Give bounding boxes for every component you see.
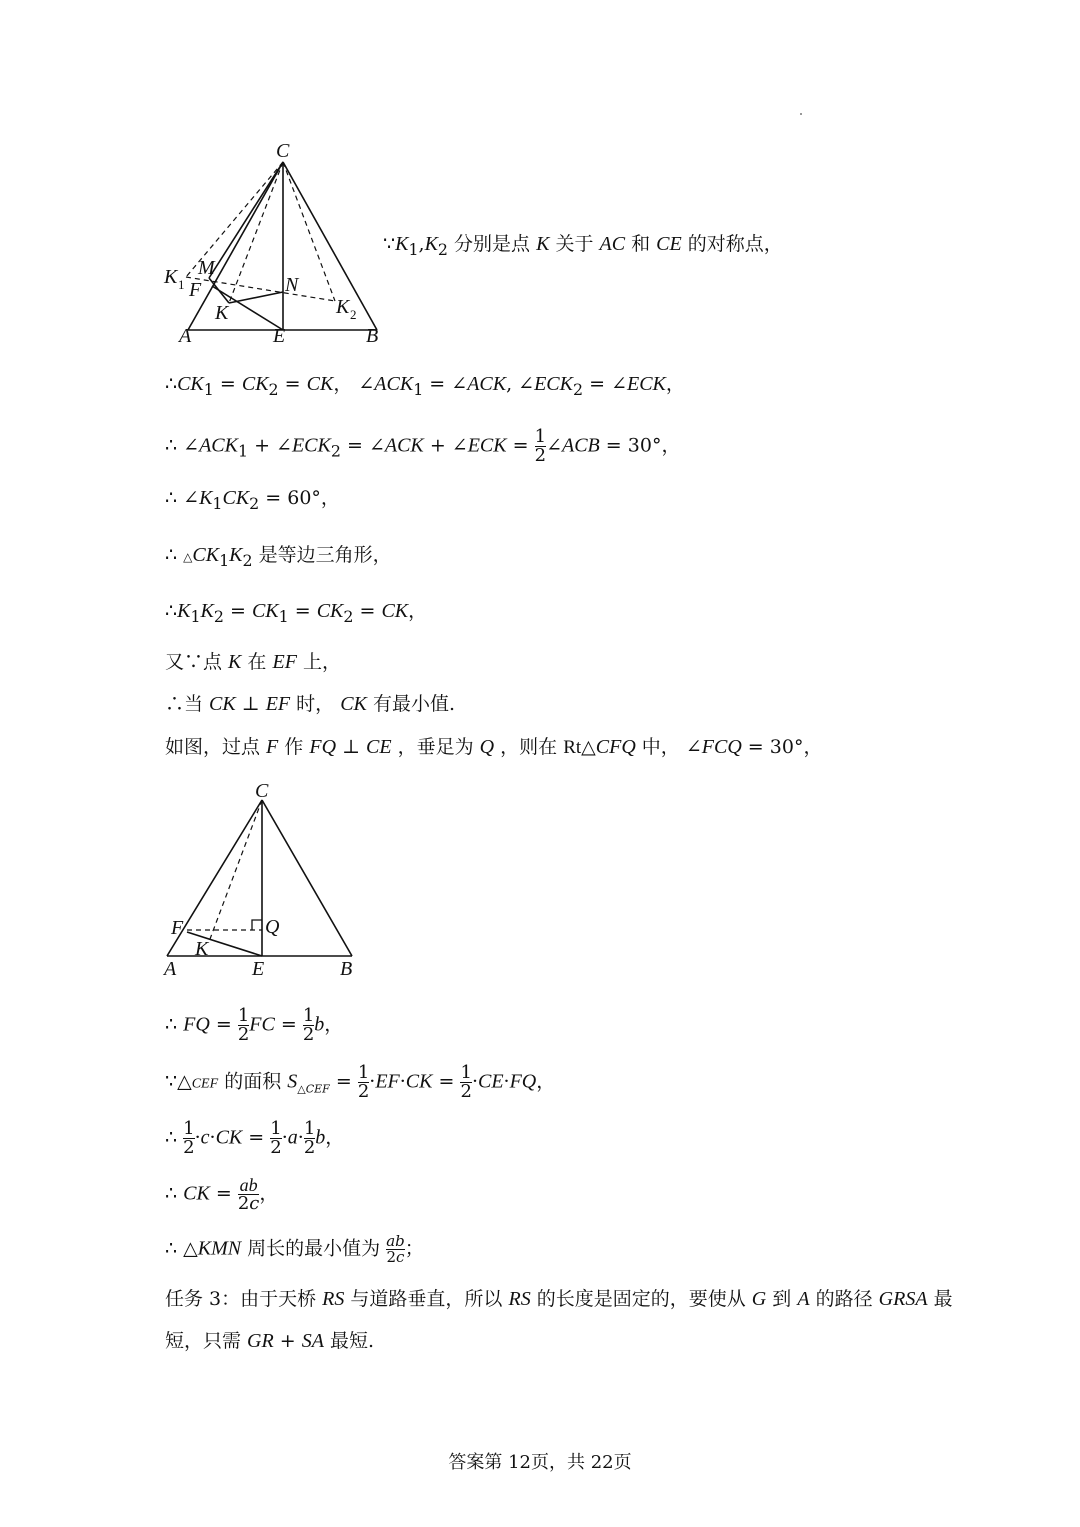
text-line-2: $\therefore CK_1 = CK_2$ = CK， $\angle ACK_1$ = ∠ACK, $\angle ECK_2$ = ∠ECK， (165, 373, 685, 399)
figure-2-diagram (155, 775, 375, 985)
label-F: F (189, 279, 202, 301)
label-M: M (198, 257, 215, 279)
segment-MK (209, 278, 229, 303)
dashed-K1K2 (186, 277, 335, 301)
label-F: F (171, 917, 184, 939)
label-K1: K (164, 266, 178, 288)
label-K2-sub: 2 (350, 307, 357, 322)
text-line-4: ∴ $\angle K_1CK_2 = 60^\circ$， (165, 487, 340, 513)
text-line-5: ∴ $\triangle CK_1K_2$ 是等边三角形， (165, 544, 392, 570)
dashed-CK (210, 800, 262, 939)
text-line-13: ∴ CK = $\frac{ab}{2c}$ ， (165, 1175, 279, 1214)
segment-KN (229, 292, 283, 303)
label-K2: K (336, 296, 350, 318)
text-line-11: ∵△CEF 的面积 $S_{\triangle CEF}$ = $\frac{1}{2}$ ·EF·CK = $\frac{1}{2}$ ·CE·FQ， (165, 1062, 556, 1102)
side-CB (283, 162, 377, 330)
figure-1-diagram (155, 135, 395, 350)
text-line-15: 任务 3：由于天桥 RS 与道路垂直，所以 RS 的长度是固定的，要使从 G 到 A 的路径 GRSA 最 (165, 1288, 953, 1310)
label-B: B (340, 958, 353, 980)
text-line-3: ∴ $\angle ACK_1$ + $\angle ECK_2$ = ∠ACK + ∠ECK = $\frac{1}{2}$ ∠ACB = 30°， (165, 426, 681, 466)
text-line-1: $\because K_1,K_2$ 分别是点 K 关于 AC 和 CE 的对称点， (383, 233, 783, 259)
label-Q: Q (265, 916, 280, 938)
text-line-9: 如图，过点 F 作 FQ ⊥ CE ，垂足为 Q ，则在 Rt△CFQ 中， ∠FCQ = 30°， (165, 736, 823, 758)
label-C: C (255, 780, 269, 802)
text-line-12: ∴ $\frac{1}{2}$ ·c·CK = $\frac{1}{2}$ ·a· $\frac{1}{2}$ b， (165, 1118, 345, 1158)
label-N: N (285, 274, 299, 296)
text-line-6: $\therefore K_1K_2 = CK_1 = CK_2$ = CK， (165, 600, 428, 626)
text-line-14: ∴ △KMN 周长的最小值为 $\frac{ab}{2c}$ ； (165, 1232, 424, 1266)
label-A: A (179, 325, 192, 347)
text-line-7: 又∵点 K 在 EF 上， (165, 651, 341, 673)
label-K: K (195, 938, 209, 960)
scan-dot (800, 113, 802, 115)
right-angle-mark (252, 920, 262, 930)
side-CA (188, 162, 283, 330)
label-B: B (366, 325, 379, 347)
text-line-10: ∴ FQ = $\frac{1}{2}$ FC = $\frac{1}{2}$ b， (165, 1005, 344, 1045)
page-footer: 答案第 12页，共 22页 (448, 1452, 632, 1473)
label-K: K (215, 302, 229, 324)
text-line-16: 短，只需 GR + SA 最短. (165, 1330, 375, 1352)
label-E: E (252, 958, 265, 980)
label-E: E (273, 325, 286, 347)
segment-CF (209, 162, 283, 278)
text-line-8: ∴当 CK ⊥ EF 时， CK 有最小值. (165, 693, 455, 715)
label-K1-sub: 1 (178, 277, 185, 292)
label-A: A (164, 958, 177, 980)
label-C: C (276, 140, 290, 162)
